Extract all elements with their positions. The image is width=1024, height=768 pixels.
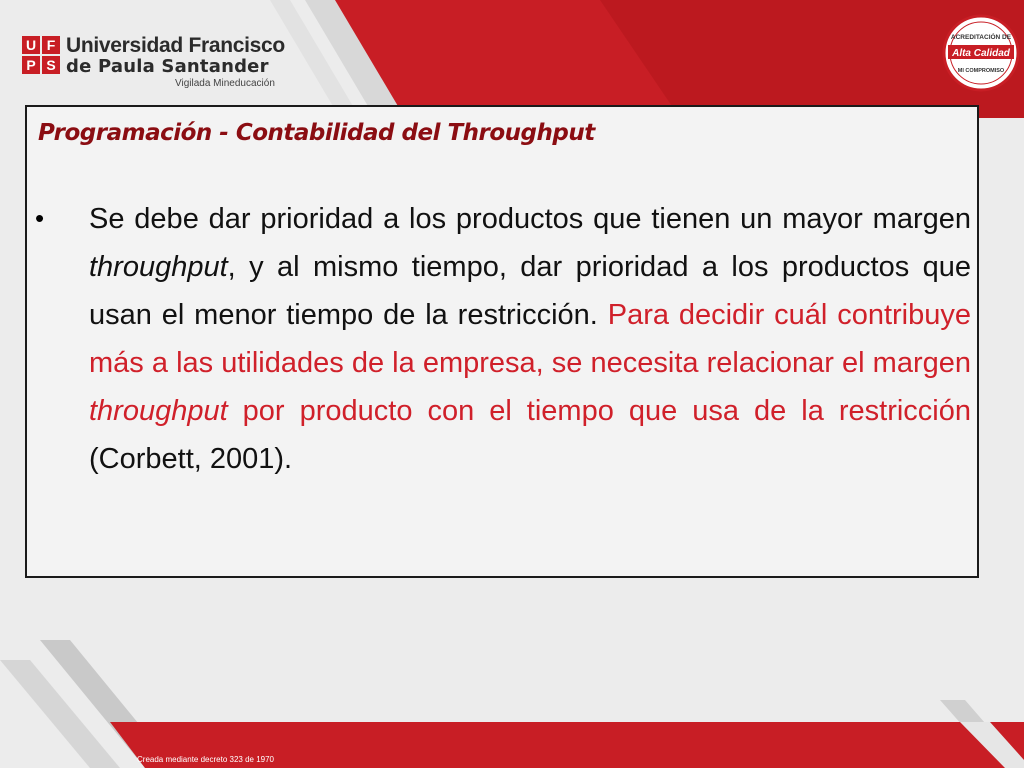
text-segment-2: , y al mismo tiempo, dar prioridad a los productos que usan el menor tiempo de la restricción. bbox=[89, 251, 971, 331]
text-segment-1: Se debe dar prioridad a los productos que tienen un mayor margen bbox=[89, 203, 971, 235]
university-tagline: Vigilada Mineducación bbox=[175, 78, 275, 89]
highlight-segment-throughput: throughput bbox=[89, 395, 228, 427]
university-logo bbox=[22, 34, 312, 94]
footer-decree-text: Creada mediante decreto 323 de 1970 bbox=[137, 755, 274, 764]
seal-middle-text: Alta Calidad bbox=[952, 48, 1010, 59]
highlight-segment-2: por producto con el tiempo que usa de la restricción bbox=[227, 395, 971, 427]
citation: (Corbett, 2001). bbox=[89, 443, 293, 475]
content-box bbox=[25, 105, 979, 578]
accreditation-seal-icon bbox=[942, 14, 1020, 92]
bullet-marker: • bbox=[35, 203, 45, 233]
seal-top-text: ACREDITACIÓN DE bbox=[950, 34, 1012, 41]
logo-letter-s: S bbox=[46, 57, 56, 73]
seal-bottom-text: MI COMPROMISO bbox=[957, 68, 1005, 74]
logo-letter-u: U bbox=[25, 37, 37, 53]
ufps-logo-icon bbox=[22, 36, 60, 74]
text-segment-throughput-1: throughput bbox=[89, 251, 228, 283]
highlight-segment-1: Para decidir cuál contribuye más a las utilidades de la empresa, se necesita relacionar el margen bbox=[89, 299, 971, 379]
logo-letter-f: F bbox=[46, 37, 56, 53]
slide-title: Programación - Contabilidad del Throughput bbox=[38, 120, 595, 146]
logo-letter-p: P bbox=[26, 57, 36, 73]
university-name-line2: de Paula Santander bbox=[66, 56, 269, 77]
university-name-line1: Universidad Francisco bbox=[66, 34, 285, 57]
bullet-text bbox=[89, 195, 971, 483]
